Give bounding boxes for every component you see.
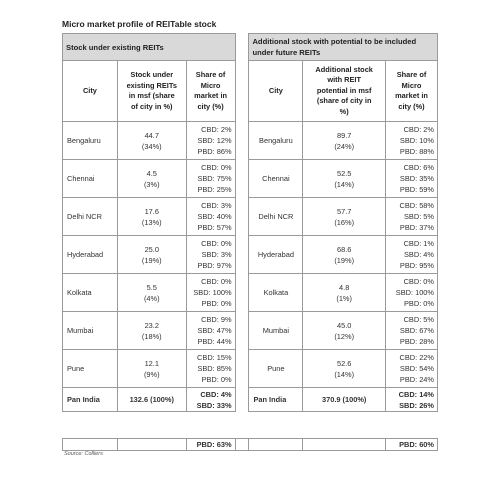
total-left-share-cell: CBD: 4% SBD: 33%	[186, 388, 235, 412]
gap-cell	[235, 312, 249, 350]
city-cell: Delhi NCR	[63, 198, 118, 236]
right-group-header: Additional stock with potential to be included under future REITs	[249, 34, 438, 61]
left-stock-cell: 25.0 (19%)	[117, 236, 186, 274]
left-stock-cell: 17.6 (13%)	[117, 198, 186, 236]
right-share-header: Share of Micro market in city (%)	[386, 61, 438, 122]
empty-cell	[235, 439, 249, 451]
empty-cell	[63, 439, 118, 451]
city-cell: Chennai	[63, 160, 118, 198]
gap-cell	[235, 122, 249, 160]
gap-cell	[235, 274, 249, 312]
left-group-header: Stock under existing REITs	[63, 34, 236, 61]
right-city-cell: Chennai	[249, 160, 303, 198]
right-stock-cell: 68.6 (19%)	[303, 236, 386, 274]
total-right-stock-cell: 370.9 (100%)	[303, 388, 386, 412]
empty-cell	[249, 439, 303, 451]
total-city-cell: Pan India	[63, 388, 118, 412]
left-stock-cell: 12.1 (9%)	[117, 350, 186, 388]
table-row	[63, 160, 438, 198]
right-stock-cell: 52.6 (14%)	[303, 350, 386, 388]
left-share-cell: CBD: 3% SBD: 40% PBD: 57%	[186, 198, 235, 236]
table-row	[63, 122, 438, 160]
table-title: Micro market profile of REITable stock	[62, 19, 217, 29]
gap-cell	[235, 34, 249, 61]
right-stock-cell: 45.0 (12%)	[303, 312, 386, 350]
empty-cell	[117, 439, 186, 451]
left-city-header: City	[63, 61, 118, 122]
right-city-cell: Mumbai	[249, 312, 303, 350]
right-stock-cell: 52.5 (14%)	[303, 160, 386, 198]
city-cell: Hyderabad	[63, 236, 118, 274]
left-stock-header: Stock under existing REITs in msf (share of city in %)	[117, 61, 186, 122]
city-cell: Kolkata	[63, 274, 118, 312]
reit-stock-table	[62, 33, 438, 412]
gap-cell	[235, 198, 249, 236]
right-share-cell: CBD: 6% SBD: 35% PBD: 59%	[386, 160, 438, 198]
city-cell: Mumbai	[63, 312, 118, 350]
left-share-cell: CBD: 2% SBD: 12% PBD: 86%	[186, 122, 235, 160]
right-city-cell: Kolkata	[249, 274, 303, 312]
right-stock-cell: 4.8 (1%)	[303, 274, 386, 312]
left-stock-cell: 5.5 (4%)	[117, 274, 186, 312]
left-stock-cell: 44.7 (34%)	[117, 122, 186, 160]
left-share-cell: CBD: 9% SBD: 47% PBD: 44%	[186, 312, 235, 350]
left-share-cell: CBD: 0% SBD: 75% PBD: 25%	[186, 160, 235, 198]
left-stock-cell: 4.5 (3%)	[117, 160, 186, 198]
right-share-cell: CBD: 22% SBD: 54% PBD: 24%	[386, 350, 438, 388]
table-row	[63, 274, 438, 312]
table-row	[63, 350, 438, 388]
total-right-share-cell: CBD: 14% SBD: 26%	[386, 388, 438, 412]
table-row	[63, 236, 438, 274]
continuation-row	[62, 438, 438, 451]
right-share-cell: CBD: 58% SBD: 5% PBD: 37%	[386, 198, 438, 236]
right-stock-header: Additional stock with REIT potential in msf (share of city in %)	[303, 61, 386, 122]
gap-cell	[235, 160, 249, 198]
left-pbd-total-cell: PBD: 63%	[186, 439, 235, 451]
left-share-cell: CBD: 0% SBD: 100% PBD: 0%	[186, 274, 235, 312]
gap-cell	[235, 236, 249, 274]
left-share-header: Share of Micro market in city (%)	[186, 61, 235, 122]
right-stock-cell: 89.7 (24%)	[303, 122, 386, 160]
city-cell: Pune	[63, 350, 118, 388]
gap-cell	[235, 350, 249, 388]
total-left-stock-cell: 132.6 (100%)	[117, 388, 186, 412]
right-share-cell: CBD: 2% SBD: 10% PBD: 88%	[386, 122, 438, 160]
right-city-cell: Pune	[249, 350, 303, 388]
table-row	[63, 198, 438, 236]
right-city-cell: Delhi NCR	[249, 198, 303, 236]
total-right-city-cell: Pan India	[249, 388, 303, 412]
left-share-cell: CBD: 0% SBD: 3% PBD: 97%	[186, 236, 235, 274]
empty-cell	[303, 439, 386, 451]
left-share-cell: CBD: 15% SBD: 85% PBD: 0%	[186, 350, 235, 388]
gap-cell	[235, 388, 249, 412]
gap-cell	[235, 61, 249, 122]
left-stock-cell: 23.2 (18%)	[117, 312, 186, 350]
city-cell: Bengaluru	[63, 122, 118, 160]
right-stock-cell: 57.7 (16%)	[303, 198, 386, 236]
right-city-cell: Hyderabad	[249, 236, 303, 274]
right-share-cell: CBD: 1% SBD: 4% PBD: 95%	[386, 236, 438, 274]
right-share-cell: CBD: 0% SBD: 100% PBD: 0%	[386, 274, 438, 312]
right-share-cell: CBD: 5% SBD: 67% PBD: 28%	[386, 312, 438, 350]
source-note: Source: Colliers	[64, 451, 103, 457]
table-row	[63, 312, 438, 350]
right-city-header: City	[249, 61, 303, 122]
right-city-cell: Bengaluru	[249, 122, 303, 160]
right-pbd-total-cell: PBD: 60%	[386, 439, 438, 451]
